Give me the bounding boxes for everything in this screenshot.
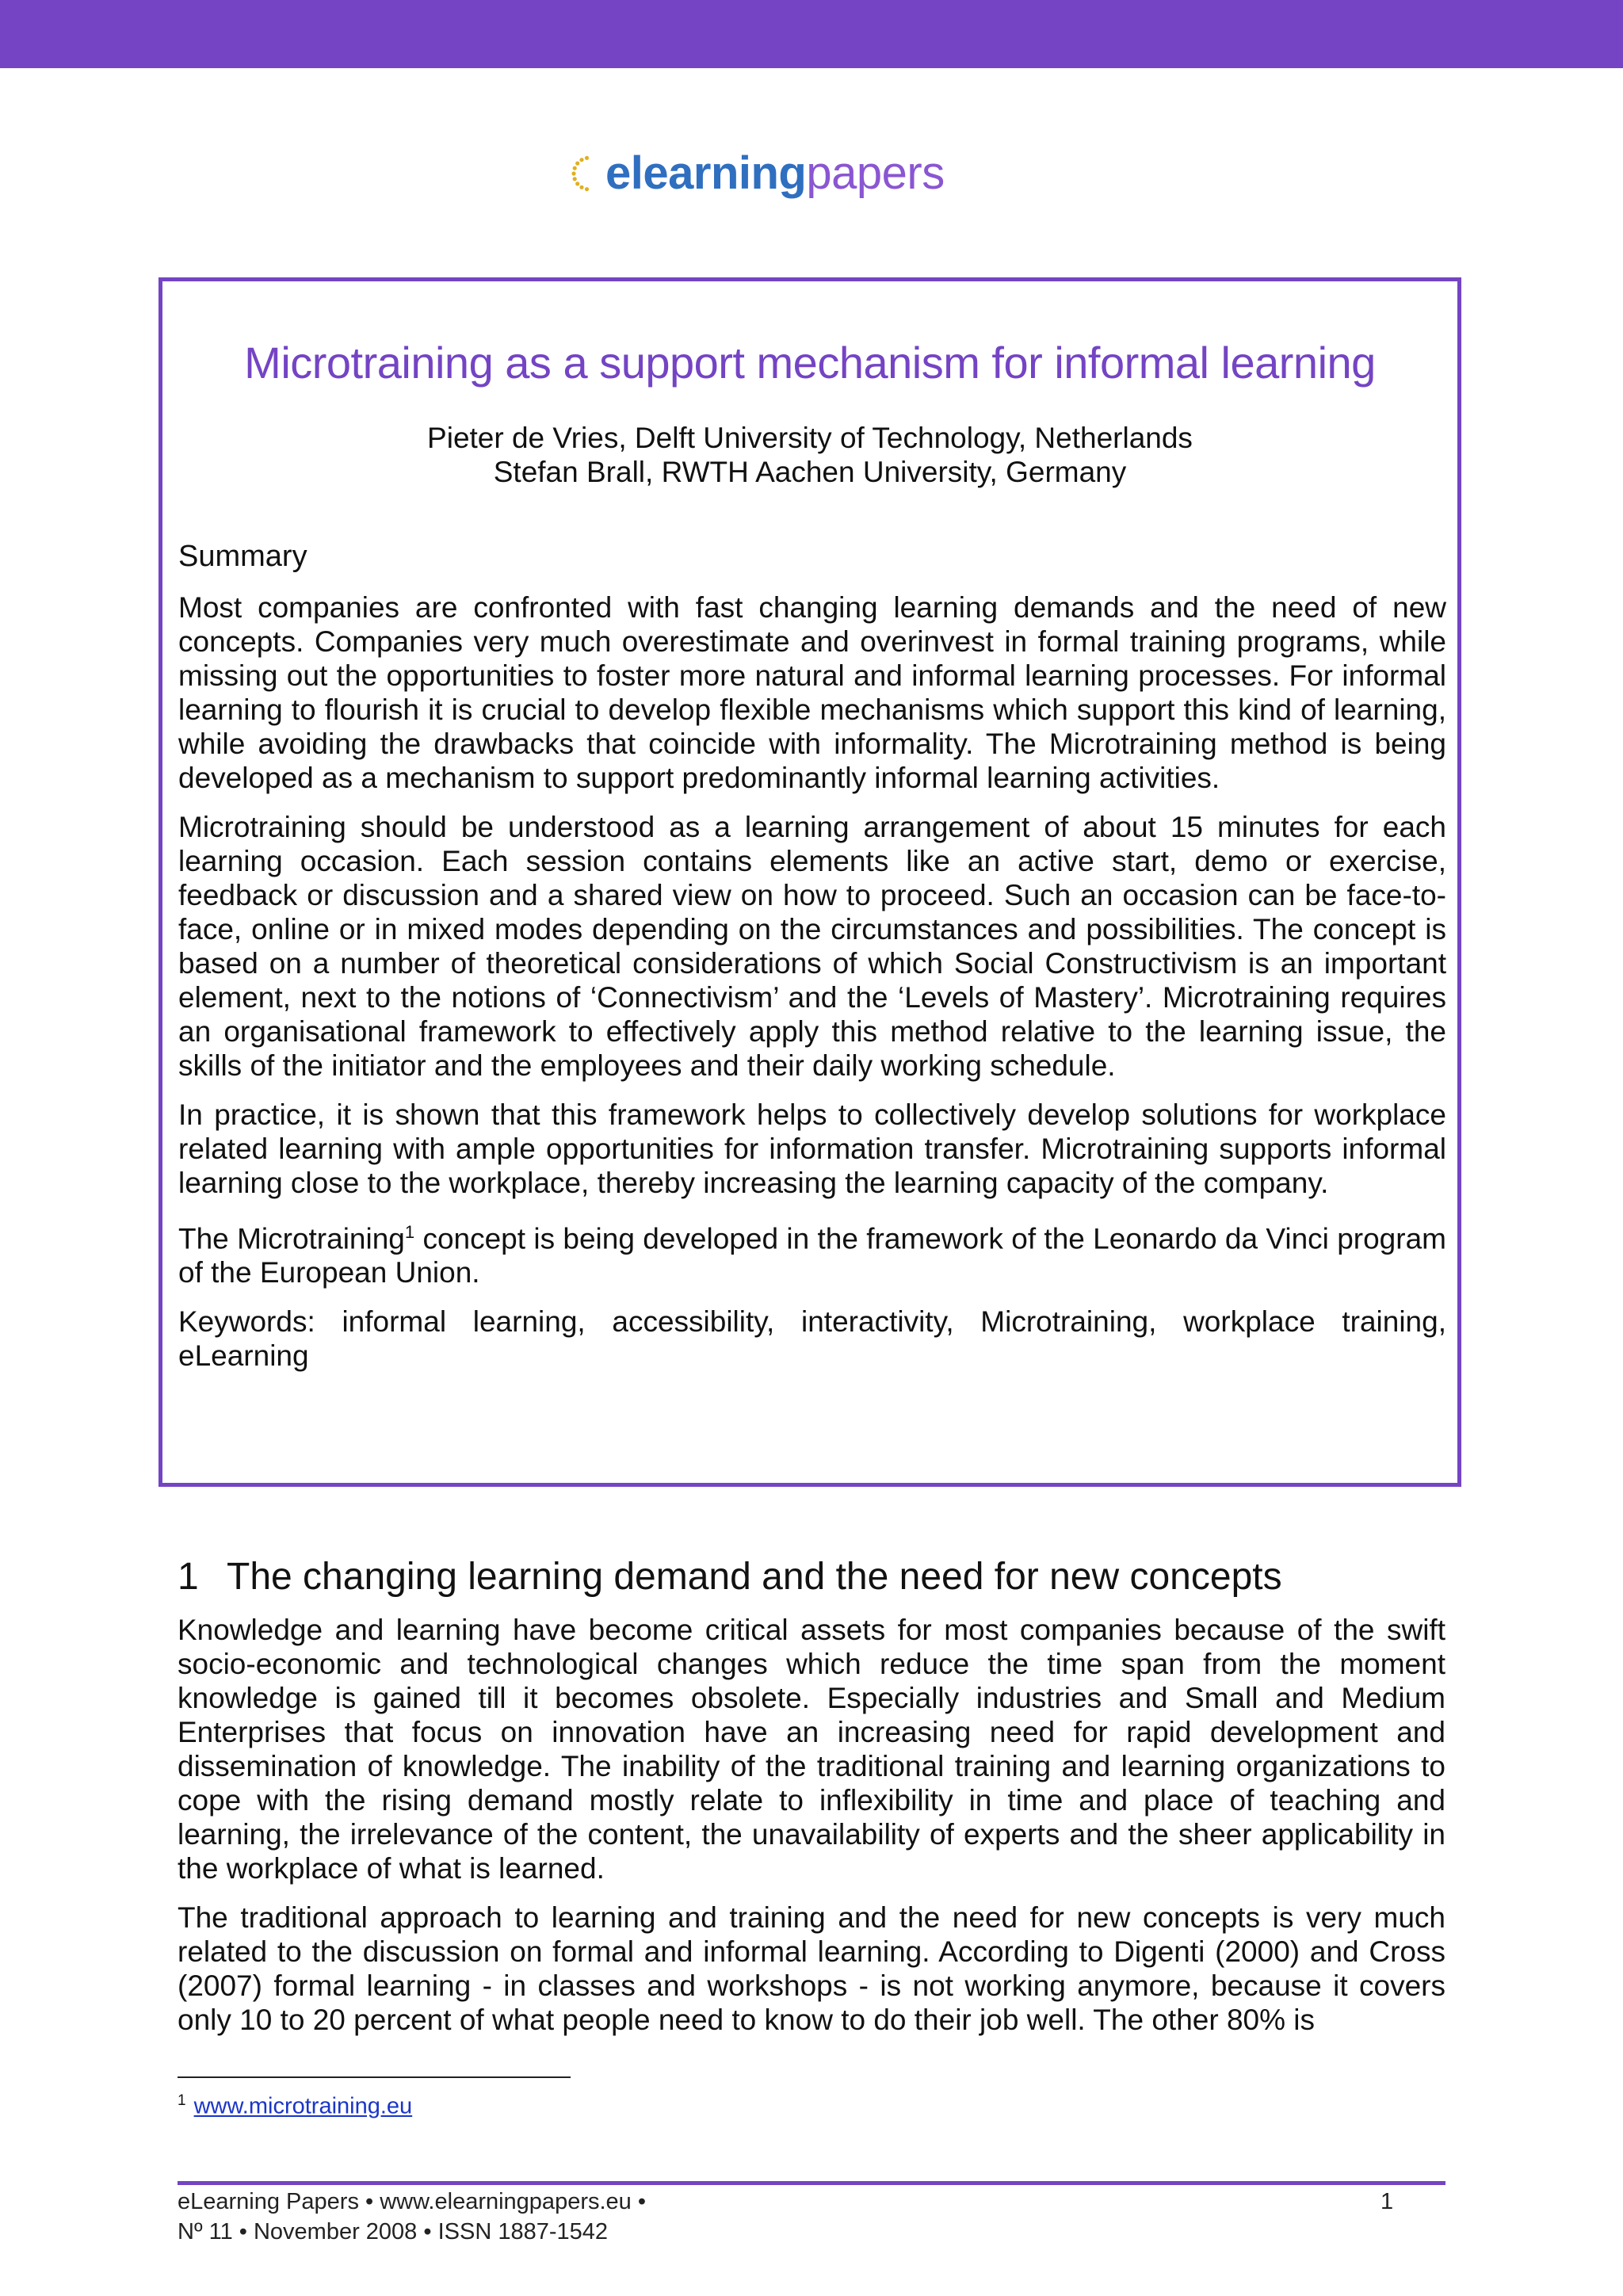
section-title: The changing learning demand and the need for new concepts	[227, 1556, 1282, 1598]
footnote-ref[interactable]: 1	[404, 1222, 415, 1242]
logo-star	[571, 171, 575, 175]
elearningpapers-logo[interactable]	[567, 146, 945, 201]
summary-heading: Summary	[178, 540, 307, 573]
author-line: Stefan Brall, RWTH Aachen University, Germany	[493, 456, 1127, 488]
section-number: 1	[178, 1556, 199, 1598]
page-number: 1	[1381, 2189, 1394, 2214]
footnote-link[interactable]: www.microtraining.eu	[193, 2093, 413, 2119]
summary-box	[158, 277, 1461, 1487]
logo-star	[573, 177, 577, 181]
logo-star	[585, 187, 589, 191]
keywords-label: Keywords:	[178, 1305, 315, 1339]
footnote-number: 1	[178, 2092, 186, 2109]
section-1	[178, 1555, 1445, 2052]
footnote-divider	[178, 2076, 571, 2078]
logo-star	[575, 181, 579, 185]
logo-part-elearning: elearning	[605, 147, 807, 199]
logo-part-papers: papers	[806, 147, 945, 199]
footer-publication-line: eLearning Papers • www.elearningpapers.eu •	[178, 2189, 647, 2214]
keywords-paragraph	[178, 1305, 1446, 1373]
body-paragraph: Knowledge and learning have become critical assets for most companies because of the swift socio-economic and technological changes which reduce the time span from the moment knowledge is gained till it becomes obsolete. Especially industries and Small and Medium Enterprises that focus on innovation have an increasing need for rapid development and dissemination of knowledge. The inability of the traditional training and learning organizations to cope with the rising demand mostly relate to inflexibility in time and place of teaching and learning, the irrelevance of the content, the unavailability of experts and the sheer applicability in the workplace of what is learned.	[178, 1614, 1445, 1885]
logo-star	[585, 156, 589, 160]
article-title: Microtraining as a support mechanism for informal learning	[244, 338, 1376, 388]
keywords-list: informal learning, accessibility, interactivity, Microtraining, workplace training, eLearning	[178, 1305, 1446, 1373]
author-line: Pieter de Vries, Delft University of Technology, Netherlands	[427, 422, 1193, 454]
logo-star	[575, 162, 579, 166]
authors-block	[162, 421, 1457, 489]
body-paragraph: The traditional approach to learning and training and the need for new concepts is very much related to the discussion on formal and informal learning. According to Digenti (2000) and Cross (2007) formal learning - in classes and workshops - is not working anymore, because it covers only 10 to 20 percent of what people need to know to do their job well. The other 80% is	[178, 1901, 1445, 2036]
logo-star	[573, 166, 577, 170]
logo-star	[579, 185, 583, 189]
summary-body	[178, 590, 1446, 1388]
summary-paragraph: In practice, it is shown that this framework helps to collectively develop solutions for workplace related learning with ample opportunities for information transfer. Microtraining supports informal learning close to the workplace, thereby increasing the learning capacity of the company.	[178, 1098, 1446, 1199]
summary-paragraph-leonardo: The Microtraining$^1$ concept is being developed in the framework of the Leonardo da Vinci program of the European Union.	[178, 1222, 1446, 1289]
summary-paragraph: Most companies are confronted with fast changing learning demands and the need of new concepts. Companies very much overestimate and overinvest in formal training programs, while missing out the opportunities to foster more natural and informal learning processes. For informal learning to flourish it is crucial to develop flexible mechanisms which support this kind of learning, while avoiding the drawbacks that coincide with informality. The Microtraining method is being developed as a mechanism to support predominantly informal learning activities.	[178, 591, 1446, 794]
footnote	[178, 2092, 412, 2120]
star-ring-icon	[567, 151, 602, 196]
footer-divider	[178, 2181, 1445, 2185]
logo-star	[579, 158, 583, 162]
footer-issue-line: Nº 11 • November 2008 • ISSN 1887-1542	[178, 2219, 608, 2244]
section-heading	[178, 1555, 1445, 1599]
summary-paragraph: Microtraining should be understood as a learning arrangement of about 15 minutes for each learning occasion. Each session contains elements like an active start, demo or exercise, feedback or discussion and a shared view on how to proceed. Such an occasion can be face-to-face, online or in mixed modes depending on the circumstances and possibilities. The concept is based on a number of theoretical considerations of which Social Constructivism is an important element, next to the notions of ‘Connectivism’ and the ‘Levels of Mastery’. Microtraining requires an organisational framework to effectively apply this method relative to the learning issue, the skills of the initiator and the employees and their daily working schedule.	[178, 811, 1446, 1082]
top-color-bar	[0, 0, 1623, 68]
